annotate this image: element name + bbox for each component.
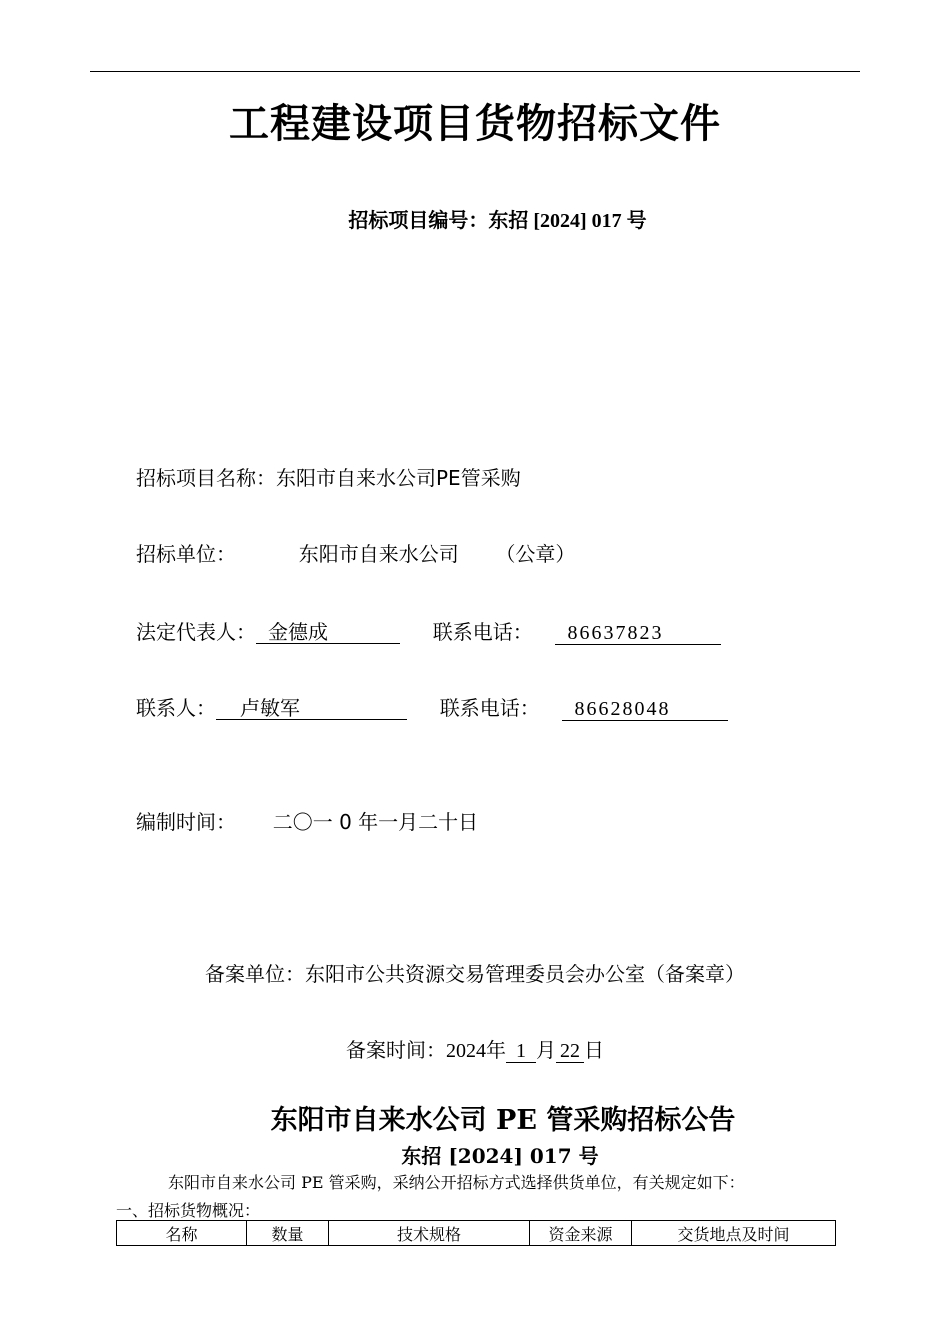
official-seal-note: （公章）: [495, 542, 576, 566]
project-number-value: 东招 [2024] 017 号: [488, 210, 647, 232]
table-header-row: [117, 1221, 836, 1246]
contact-label: 联系人：: [136, 696, 216, 720]
table-header-cell: 交货地点及时间: [632, 1221, 836, 1246]
notice-intro: 东阳市自来水公司 PE 管采购，采纳公开招标方式选择供货单位，有关规定如下：: [168, 1173, 745, 1192]
record-unit: 备案单位：东阳市公共资源交易管理委员会办公室（备案章）: [205, 962, 745, 986]
project-name-label: 招标项目名称：: [136, 466, 276, 490]
compile-time-row: [136, 806, 478, 835]
table-header-cell: 资金来源: [530, 1221, 632, 1246]
section-heading: 一、招标货物概况：: [116, 1201, 261, 1220]
contact-phone-value: 86628048: [562, 698, 728, 721]
legal-rep-label: 法定代表人：: [136, 620, 256, 644]
table-header-cell: 名称: [117, 1221, 247, 1246]
record-day: 22: [556, 1040, 584, 1063]
compile-time-value: 二〇一 0 年一月二十日: [272, 810, 479, 834]
legal-phone-label: 联系电话：: [432, 620, 533, 644]
contact-phone-label: 联系电话：: [439, 696, 540, 720]
legal-rep-row: [136, 616, 721, 645]
project-name-row: [136, 462, 521, 491]
month-char: 月: [536, 1038, 556, 1062]
record-month: 1: [506, 1040, 536, 1063]
contact-row: [136, 692, 728, 721]
project-name-value: 东阳市自来水公司PE管采购: [276, 466, 521, 490]
table-header-cell: 技术规格: [329, 1221, 530, 1246]
project-number-label: 招标项目编号：: [348, 208, 489, 232]
legal-phone-value: 86637823: [555, 622, 721, 645]
table-header-cell: 数量: [247, 1221, 329, 1246]
goods-table: [116, 1220, 836, 1246]
bidding-unit-value: 东阳市自来水公司: [298, 542, 459, 566]
compile-time-label: 编制时间：: [136, 810, 236, 834]
project-number: [0, 204, 950, 233]
bidding-unit-label: 招标单位：: [136, 542, 236, 566]
document-title: 工程建设项目货物招标文件: [229, 101, 721, 147]
notice-title: 东阳市自来水公司 PE 管采购招标公告: [270, 1105, 736, 1136]
bidding-unit-row: [136, 538, 575, 567]
legal-rep-value: 金德成: [256, 621, 400, 644]
day-char: 日: [584, 1038, 604, 1062]
record-time-label: 备案时间：: [346, 1038, 446, 1062]
notice-number: 东招 [2024] 017 号: [401, 1144, 599, 1168]
header-rule: [90, 71, 860, 72]
contact-value: 卢敏军: [216, 697, 407, 720]
year-char: 年: [486, 1038, 506, 1062]
record-year: 2024: [446, 1040, 486, 1062]
record-time: [0, 1034, 950, 1063]
